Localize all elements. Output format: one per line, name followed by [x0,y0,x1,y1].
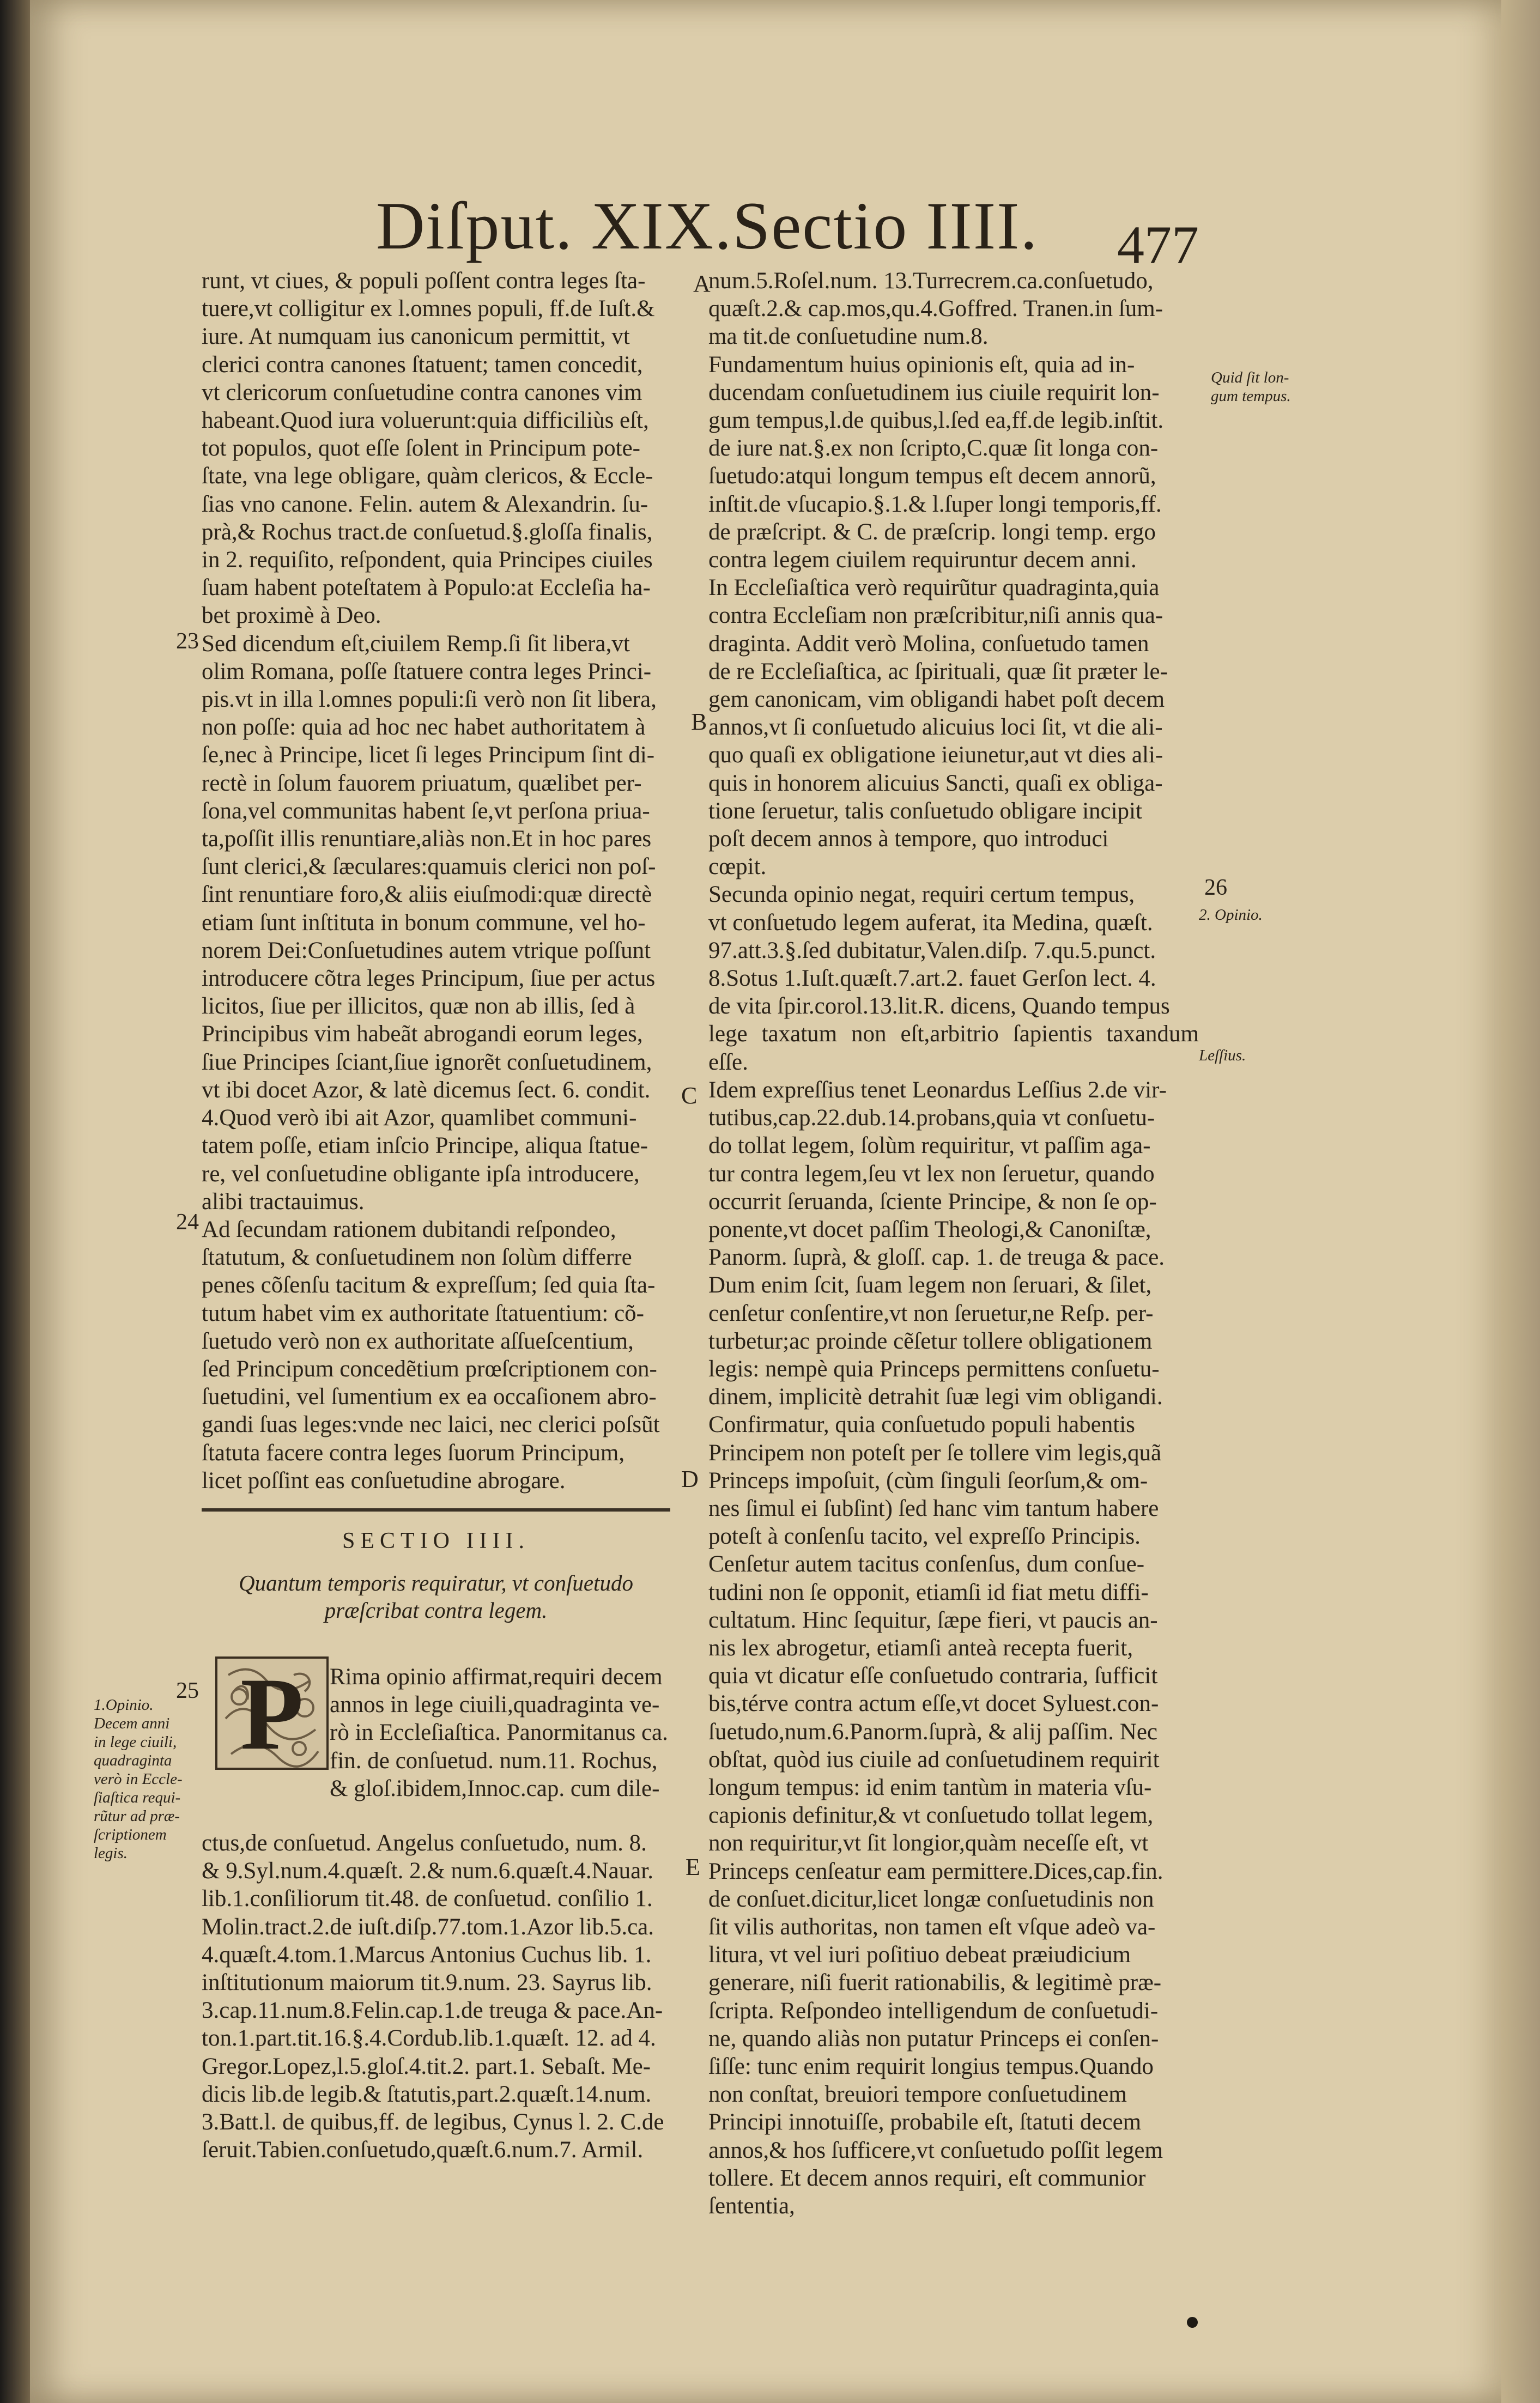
paragraph-number-23: 23 [176,629,199,654]
section-heading: SECTIO IIII. [342,1528,530,1554]
section-intro-text: Rima opinio affirmat,requiri decem annos in lege ciuili,quadraginta ve- rò in Eccleſiaſtica. Panormitanus ca. fin. de conſuetud. num.11. Rochus, & gloſ.ibidem,Innoc.cap. cum dile- [330,1664,668,1801]
decorated-initial [215,1656,329,1770]
ink-dot [1187,2317,1198,2328]
side-note-opinio-1: 1.Opinio. Decem anni in lege ciuili, quadraginta verò in Eccle- ſiaſtica requi- rũtur ad præ- ſcriptionem legis. [94,1696,183,1862]
side-note-quid-sit: Quid ſit lon- gum tempus. [1211,369,1291,405]
column-letter-c: C [681,1082,698,1109]
section-subtitle: Quantum temporis requiratur, vt conſuetudo præſcribat contra legem. [239,1570,633,1623]
column-letter-d: D [681,1466,699,1492]
page-edge [1501,0,1540,2403]
column-letter-e: E [686,1854,700,1880]
running-head: Diſput. XIX.Sectio IIII. [376,189,1039,263]
column-letter-b: B [691,708,707,735]
left-column-text: runt, vt ciues, & populi poſſent contra leges ſta- tuere,vt colligitur ex l.omnes populi, ff.de Iuſt.& iure. At numquam ius canonicum permittit, vt clerici contra canones ſtatuent; tamen concedit, vt clericorum conſuetudine contra canones vim habeant.Quod iura voluerunt:quia difficiliùs eſt, tot populos, quot eſſe ſolent in Principum pote- ſtate, vna lege obligare, quàm clericos, & Eccle- ſias vno canone. Felin. autem & Alexandrin. ſu- prà,& Rochus tract.de conſuetud.§.gloſſa finalis, in 2. requiſito, reſpondent, quia Principes ciuiles ſuam habent poteſtatem à Populo:at Eccleſia ha- bet proximè à Deo. Sed dicendum eſt,ciuilem Remp.ſi ſit libera,vt olim Romana, poſſe ſtatuere contra leges Princi- pis.vt in illa l.omnes populi:ſi verò non ſit libera, non poſſe: quia ad hoc nec habet authoritatem à ſe,nec à Principe, licet ſi leges Principum ſint di- rectè in ſolum fauorem priuatum, quælibet per- ſona,vel communitas habent ſe,vt perſona priua- ta,poſſit illis renuntiare,aliàs non.Et in hoc pares ſunt clerici,& ſæculares:quamuis clerici non poſ- ſint renuntiare foro,& aliis eiuſmodi:quæ directè etiam ſunt inſtituta in bonum commune, vel ho- norem Dei:Conſuetudines autem vtrique poſſunt introducere cõtra leges Principum, ſiue per actus licitos, ſiue per illicitos, quæ non ab illis, ſed à Principibus vim habeãt abrogandi eorum leges, ſiue Principes ſciant,ſiue ignorẽt conſuetudinem, vt ibi docet Azor, & latè dicemus ſect. 6. condit. 4.Quod verò ibi ait Azor, quamlibet communi- tatem poſſe, etiam inſcio Principe, aliqua ſtatue- re, vel conſuetudine obligante ipſa introducere, alibi tractauimus. Ad ſecundam rationem dubitandi reſpondeo, ſtatutum, & conſuetudinem non ſolùm differre penes cõſenſu tacitum & expreſſum; ſed quia ſta- tutum habet vim ex authoritate ſtatuentium: cõ- ſuetudo verò non ex authoritate aſſueſcentium, ſed Principum concedẽtium prœſcriptionem con- ſuetudini, vel ſumentium ex ea occaſionem abro- gandi ſuas leges:vnde nec laici, nec clerici poſsũt ſtatuta facere contra leges ſuorum Principum, licet poſſint eas conſuetudine abrogare. [202,268,660,1494]
paragraph-number-24: 24 [176,1210,199,1235]
paragraph-number-25: 25 [176,1678,199,1703]
page-number: 477 [1117,215,1199,275]
column-letter-a: A [693,270,711,297]
side-note-opinio-2: 2. Opinio. [1199,906,1263,924]
initial-letter: P [240,1657,304,1771]
section-body-text: ctus,de conſuetud. Angelus conſuetudo, num. 8. & 9.Syl.num.4.quæſt. 2.& num.6.quæſt.4.Nauar. lib.1.conſiliorum tit.48. de conſuetud. conſilio 1. Molin.tract.2.de iuſt.diſp.77.tom.1.Azor lib.5.ca. 4.quæſt.4.tom.1.Marcus Antonius Cuchus lib. 1. inſtitutionum maiorum tit.9.num. 23. Sayrus lib. 3.cap.11.num.8.Felin.cap.1.de treuga & pace.An- ton.1.part.tit.16.§.4.Cordub.lib.1.quæſt. 12. ad 4. Gregor.Lopez,l.5.gloſ.4.tit.2. part.1. Sebaſt. Me- dicis lib.de legib.& ſtatutis,part.2.quæſt.14.num. 3.Batt.l. de quibus,ff. de legibus, Cynus l. 2. C.de ſeruit.Tabien.conſuetudo,quæſt.6.num.7. Armil. [202,1830,664,2163]
paragraph-number-26: 26 [1204,875,1227,900]
side-note-lessius: Leſſius. [1199,1047,1246,1064]
right-column-text: num.5.Roſel.num. 13.Turrecrem.ca.conſuetudo, quæſt.2.& cap.mos,qu.4.Goffred. Tranen.in ſum- ma tit.de conſuetudine num.8. Fundamentum huius opinionis eſt, quia ad in- ducendam conſuetudinem ius ciuile requirit lon- gum tempus,l.de quibus,l.ſed ea,ff.de legib.inſtit. de iure nat.§.ex non ſcripto,C.quæ ſit longa con- ſuetudo:atqui longum tempus eſt decem annorũ, inſtit.de vſucapio.§.1.& l.ſuper longi temporis,ff. de præſcript. & C. de præſcrip. longi temp. ergo contra legem ciuilem requiruntur decem anni. In Eccleſiaſtica verò requirũtur quadraginta,quia contra Eccleſiam non præſcribitur,niſi annis qua- draginta. Addit verò Molina, conſuetudo tamen de re Eccleſiaſtica, ac ſpirituali, quæ ſit præter le- gem canonicam, vim obligandi habet poſt decem annos,vt ſi conſuetudo alicuius loci ſit, vt die ali- quo quaſi ex obligatione ieiunetur,aut vt dies ali- quis in honorem alicuius Sancti, quaſi ex obliga- tione ſeruetur, talis conſuetudo obligare incipit poſt decem annos à tempore, quo introduci cœpit. Secunda opinio negat, requiri certum tempus, vt conſuetudo legem auferat, ita Medina, quæſt. 97.att.3.§.ſed dubitatur,Valen.diſp. 7.qu.5.punct. 8.Sotus 1.Iuſt.quæſt.7.art.2. fauet Gerſon lect. 4. de vita ſpir.corol.13.lit.R. dicens, Quando tempus lege taxatum non eſt,arbitrio ſapientis taxandum eſſe. Idem expreſſius tenet Leonardus Leſſius 2.de vir- tutibus,cap.22.dub.14.probans,quia vt conſuetu- do tollat legem, ſolùm requiritur, vt paſſim aga- tur contra legem,ſeu vt lex non ſeruetur, quando occurrit ſeruanda, ſciente Principe, & non ſe op- ponente,vt docet paſſim Theologi,& Canoniſtæ, Panorm. ſuprà, & gloſſ. cap. 1. de treuga & pace. Dum enim ſcit, ſuam legem non ſeruari, & ſilet, cenſetur conſentire,vt non ſeruetur,ne Reſp. per- turbetur;ac proinde cẽſetur tollere obligationem legis: nempè quia Princeps permittens conſuetu- dinem, implicitè detrahit ſuæ legi vim obligandi. Confirmatur, quia conſuetudo populi habentis Principem non poteſt per ſe tollere vim legis,quã Princeps impoſuit, (cùm ſinguli ſeorſum,& om- nes ſimul ei ſubſint) ſed hanc vim tantum habere poteſt à conſenſu tacito, vel expreſſo Principis. Cenſetur autem tacitus conſenſus, dum conſue- tudini non ſe opponit, etiamſi id fiat metu diffi- cultatum. Hinc ſequitur, ſæpe fieri, vt paucis an- nis lex abrogetur, etiamſi anteà recepta fuerit, quia vt dicatur eſſe conſuetudo contraria, ſufficit bis,térve contra actum eſſe,vt docet Syluest.con- ſuetudo,num.6.Panorm.ſuprà, & alij paſſim. Nec obſtat, quòd ius ciuile ad conſuetudinem requirit longum tempus: id enim tantùm in materia vſu- capionis definitur,& vt conſuetudo tollat legem, non requiritur,vt ſit longior,quàm neceſſe eſt, vt Princeps cenſeatur eam permittere.Dices,cap.fin. de conſuet.dicitur,licet longæ conſuetudinis non ſit vilis authoritas, non tamen eſt vſque adeò va- litura, vt vel iuri poſitiuo debeat præiudicium generare, niſi fuerit rationabilis, & legitimè præ- ſcripta. Reſpondeo intelligendum de conſuetudi- ne, quando aliàs non putatur Princeps ei conſen- ſiſſe: tunc enim requirit longius tempus.Quando non conſtat, breuiori tempore conſuetudinem Principi innotuiſſe, probabile eſt, ſtatuti decem annos,& hos ſufficere,vt conſuetudo poſſit legem tollere. Et decem annos requiri, eſt communior ſententia, [708,268,1199,2219]
section-divider-rule [202,1508,670,1512]
